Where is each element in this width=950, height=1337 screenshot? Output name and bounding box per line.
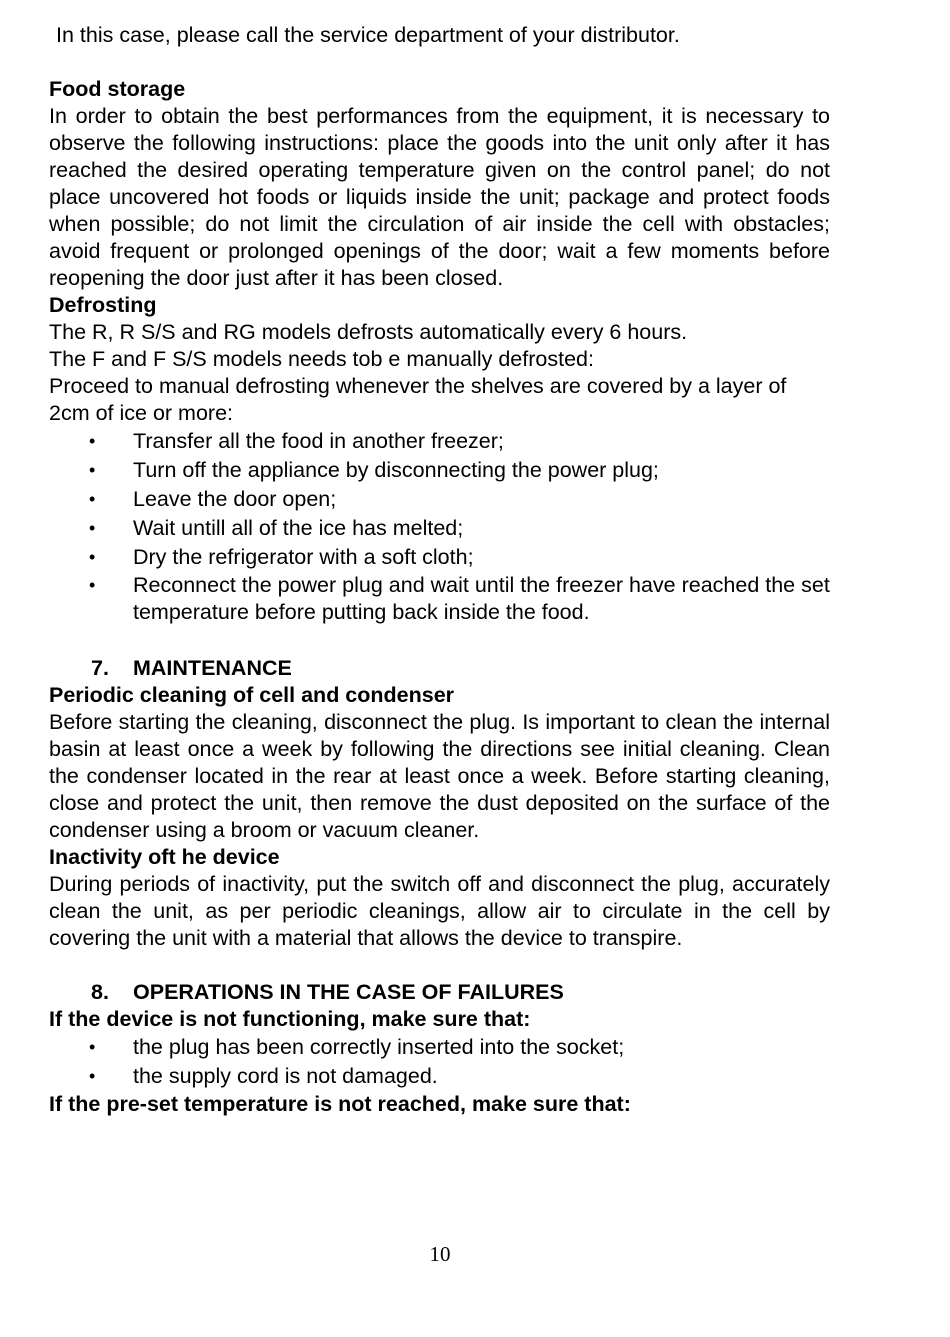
list-item-text: Transfer all the food in another freezer; — [133, 429, 504, 453]
periodic-cleaning-heading: Periodic cleaning of cell and condenser — [49, 683, 455, 707]
list-item-text: Turn off the appliance by disconnecting the power plug; — [133, 458, 659, 482]
spacer — [49, 952, 830, 979]
list-item — [49, 514, 830, 543]
bullet-icon: • — [89, 518, 96, 538]
list-item — [49, 543, 830, 572]
list-item-text: Wait untill all of the ice has melted; — [133, 516, 464, 540]
bullet-icon: • — [89, 547, 96, 567]
inactivity-body: During periods of inactivity, put the switch off and disconnect the plug, accurately clean the unit, as per periodic cleanings, allow air to circulate in the cell by covering the unit with a material that allows the device to transpire. — [49, 872, 830, 950]
list-item — [49, 1033, 830, 1062]
page-number: 10 — [429, 1242, 451, 1266]
intro-text: In this case, please call the service department of your distributor. — [56, 23, 680, 47]
spacer — [49, 49, 830, 76]
food-storage-body: In order to obtain the best performances from the equipment, it is necessary to observe the following instructions: place the goods into the unit only after it has reached the desired operating temperature given on the control panel; do not place uncovered hot foods or liquids inside the unit; package and protect foods when possible; do not limit the circulation of air inside the cell with obstacles; avoid frequent or prolonged openings of the door; wait a few moments before reopening the door just after it has been closed. — [49, 104, 830, 290]
list-item-text: the plug has been correctly inserted into the socket; — [133, 1035, 625, 1059]
not-functioning-checks — [49, 1033, 830, 1091]
inactivity-heading: Inactivity oft he device — [49, 845, 280, 869]
list-item-text: Reconnect the power plug and wait until the freezer have reached the set temperature before putting back inside the food. — [133, 573, 830, 624]
defrosting-heading: Defrosting — [49, 293, 157, 317]
spacer — [49, 628, 830, 655]
defrosting-steps — [49, 427, 830, 628]
list-item-text: the supply cord is not damaged. — [133, 1064, 438, 1088]
bullet-icon: • — [89, 1066, 96, 1086]
page-content — [49, 22, 830, 1118]
food-storage-heading: Food storage — [49, 77, 186, 101]
defrosting-line-1: The R, R S/S and RG models defrosts automatically every 6 hours. — [49, 320, 688, 344]
section-title-text: OPERATIONS IN THE CASE OF FAILURES — [133, 980, 564, 1004]
section-number: 7. — [91, 656, 109, 680]
failures-section-title — [49, 979, 830, 1006]
list-item — [49, 485, 830, 514]
section-title-text: MAINTENANCE — [133, 656, 292, 680]
not-functioning-heading: If the device is not functioning, make sure that: — [49, 1007, 531, 1031]
section-number: 8. — [91, 980, 109, 1004]
bullet-icon: • — [89, 489, 96, 509]
list-item-text: Leave the door open; — [133, 487, 337, 511]
periodic-cleaning-body: Before starting the cleaning, disconnect the plug. Is important to clean the internal basin at least once a week by following the directions see initial cleaning. Clean the condenser located in the rear at least once a week. Before starting cleaning, close and protect the unit, then remove the dust deposited on the surface of the condenser using a broom or vacuum cleaner. — [49, 710, 830, 842]
bullet-icon: • — [89, 460, 96, 480]
bullet-icon: • — [89, 575, 96, 595]
temperature-heading: If the pre-set temperature is not reached, make sure that: — [49, 1092, 631, 1116]
list-item — [49, 456, 830, 485]
list-item — [49, 572, 860, 628]
list-item-text: Dry the refrigerator with a soft cloth; — [133, 545, 474, 569]
list-item — [49, 1062, 830, 1091]
defrosting-line-3: Proceed to manual defrosting whenever the shelves are covered by a layer of 2cm of ice or more: — [49, 374, 787, 425]
bullet-icon: • — [89, 431, 96, 451]
list-item — [49, 427, 830, 456]
bullet-icon: • — [89, 1037, 96, 1057]
maintenance-section-title — [49, 655, 830, 682]
defrosting-line-2: The F and F S/S models needs tob e manually defrosted: — [49, 347, 594, 371]
